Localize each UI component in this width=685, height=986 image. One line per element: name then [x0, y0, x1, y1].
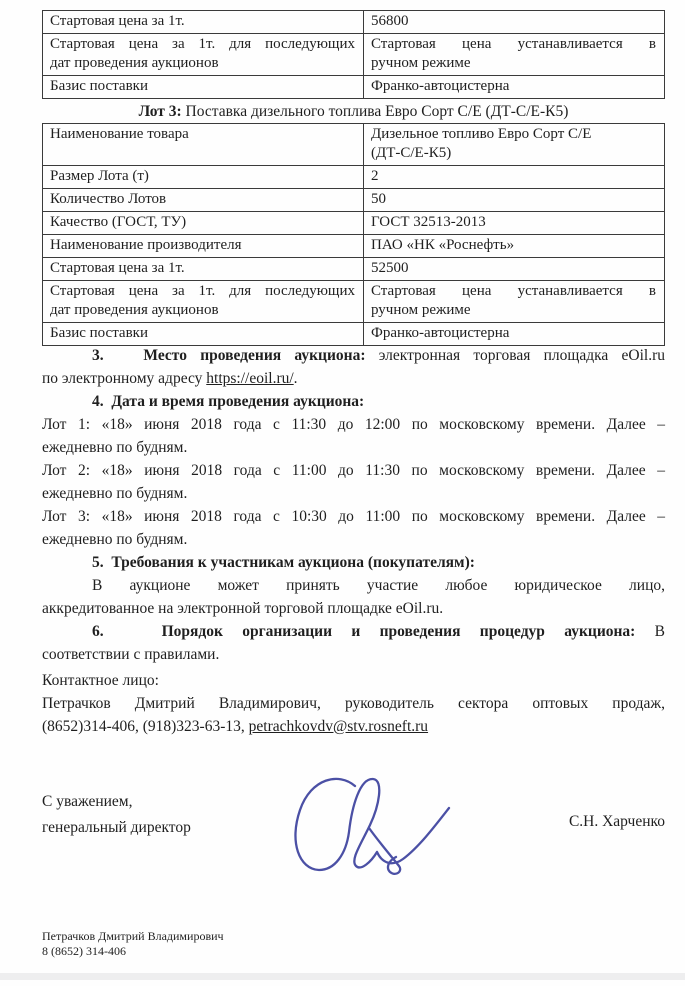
section-4-line [42, 390, 665, 413]
row-label-cell [43, 281, 364, 323]
lot-line: ежедневно по будням. [42, 439, 188, 456]
row-value-cell: ГОСТ 32513-2013 [364, 212, 665, 235]
contact-block [42, 669, 665, 738]
table-row [43, 11, 665, 34]
lot-line: Лот 1: «18» июня 2018 года с 11:30 до 12:00 по московскому времени. Далее – [42, 416, 665, 433]
table-row [43, 166, 665, 189]
contact-phones: (8652)314-406, (918)323-63-13, [42, 718, 249, 735]
row-value-cell [364, 34, 665, 76]
section-5-body-line1: В аукционе может принять участие любое юридическое лицо, [92, 577, 665, 594]
section-5-title: 5. Требования к участникам аукциона (покупателям): [92, 554, 475, 571]
cell-line: Стартовая цена устанавливается в [371, 283, 656, 299]
section-3-text: электронная торговая площадка eOil.ru [365, 347, 665, 364]
lot-2-schedule [42, 459, 665, 505]
section-3-text: . [293, 370, 298, 387]
section-3-text: по электронному адресу [42, 370, 207, 387]
row-label-cell: Наименование товара [43, 124, 364, 166]
lot-3-schedule [42, 505, 665, 551]
table-row [43, 76, 665, 99]
row-value-cell: ПАО «НК «Роснефть» [364, 235, 665, 258]
lot-line: ежедневно по будням. [42, 485, 188, 502]
table-row [43, 124, 665, 166]
section-6-line2: соответствии с правилами. [42, 646, 220, 663]
section-3-title: 3. Место проведения аукциона: [92, 347, 366, 364]
section-5-body-line2: аккредитованное на электронной торговой площадке eOil.ru. [42, 600, 444, 617]
lot-line: Лот 3: «18» июня 2018 года с 10:30 до 11:00 по московскому времени. Далее – [42, 508, 665, 525]
row-label-cell: Стартовая цена за 1т. [43, 258, 364, 281]
table-row [43, 235, 665, 258]
lot3-heading-text: Поставка дизельного топлива Евро Сорт С/Е (ДТ-С/Е-К5) [181, 103, 569, 120]
cell-line: (ДТ-С/Е-К5) [371, 145, 452, 161]
lot-line: Лот 2: «18» июня 2018 года с 11:00 до 11:30 по московскому времени. Далее – [42, 462, 665, 479]
row-label-cell: Базис поставки [43, 323, 364, 346]
table-row [43, 258, 665, 281]
signer-name: С.Н. Харченко [568, 813, 665, 830]
row-value-cell: Франко-автоцистерна [364, 76, 665, 99]
section-6-line1 [42, 620, 665, 643]
cell-line: ручном режиме [371, 55, 471, 71]
table-row [43, 212, 665, 235]
lot2-details-table [42, 10, 665, 99]
cell-line: Стартовая цена за 1т. для последующих [50, 36, 355, 52]
closing-line1: С уважением, [42, 793, 133, 810]
cell-line: ручном режиме [371, 302, 471, 318]
scan-artifact-band [0, 973, 685, 980]
section-4 [42, 390, 665, 413]
section-6 [42, 620, 665, 666]
eoil-link[interactable]: https://eoil.ru/ [206, 370, 294, 387]
row-label-cell: Качество (ГОСТ, ТУ) [43, 212, 364, 235]
footer-line2: 8 (8652) 314-406 [42, 944, 126, 958]
lot3-heading-number: Лот 3: [138, 103, 182, 120]
section-6-title: 6. Порядок организации и проведения процедур аукциона: [92, 623, 636, 640]
row-value-cell: Франко-автоцистерна [364, 323, 665, 346]
email-link[interactable]: petrachkovdv@stv.rosneft.ru [248, 718, 429, 735]
section-4-title: 4. Дата и время проведения аукциона: [92, 393, 365, 410]
table-row [43, 189, 665, 212]
lot-1-schedule [42, 413, 665, 459]
row-value-cell: 56800 [364, 11, 665, 34]
row-value-cell: 2 [364, 166, 665, 189]
contact-label: Контактное лицо: [42, 672, 159, 689]
closing-line2: генеральный директор [42, 819, 191, 836]
row-value-cell: 50 [364, 189, 665, 212]
cell-line: Стартовая цена за 1т. для последующих [50, 283, 355, 299]
row-label-cell: Наименование производителя [43, 235, 364, 258]
row-label-cell: Базис поставки [43, 76, 364, 99]
cell-line: дат проведения аукционов [50, 55, 219, 71]
row-label-cell [43, 34, 364, 76]
cell-line: дат проведения аукционов [50, 302, 219, 318]
row-label-cell: Размер Лота (т) [43, 166, 364, 189]
section-3 [42, 344, 665, 390]
tables-block [42, 10, 665, 346]
row-value-cell [364, 281, 665, 323]
handwritten-signature [283, 770, 453, 878]
cell-line: Стартовая цена устанавливается в [371, 36, 656, 52]
row-label-cell: Количество Лотов [43, 189, 364, 212]
row-label-cell: Стартовая цена за 1т. [43, 11, 364, 34]
lot3-details-table [42, 123, 665, 346]
signature-image [283, 770, 453, 878]
contact-person-line: Петрачков Дмитрий Владимирович, руководитель сектора оптовых продаж, [42, 695, 665, 712]
body-text [42, 344, 665, 666]
section-5-title-line [42, 551, 665, 574]
table-row [43, 281, 665, 323]
contact-phones-line [42, 715, 665, 738]
row-value-cell [364, 124, 665, 166]
table-row [43, 323, 665, 346]
cell-line: Дизельное топливо Евро Сорт С/Е [371, 126, 592, 142]
section-5 [42, 551, 665, 620]
section-6-text: В [635, 623, 665, 640]
table-row [43, 34, 665, 76]
closing-block [42, 789, 191, 841]
section-3-line2 [42, 367, 665, 390]
footer-line1: Петрачков Дмитрий Владимирович [42, 929, 224, 943]
section-3-line1 [42, 344, 665, 367]
footer-contact [42, 929, 224, 959]
lot3-heading [42, 101, 665, 122]
lot-line: ежедневно по будням. [42, 531, 188, 548]
row-value-cell: 52500 [364, 258, 665, 281]
